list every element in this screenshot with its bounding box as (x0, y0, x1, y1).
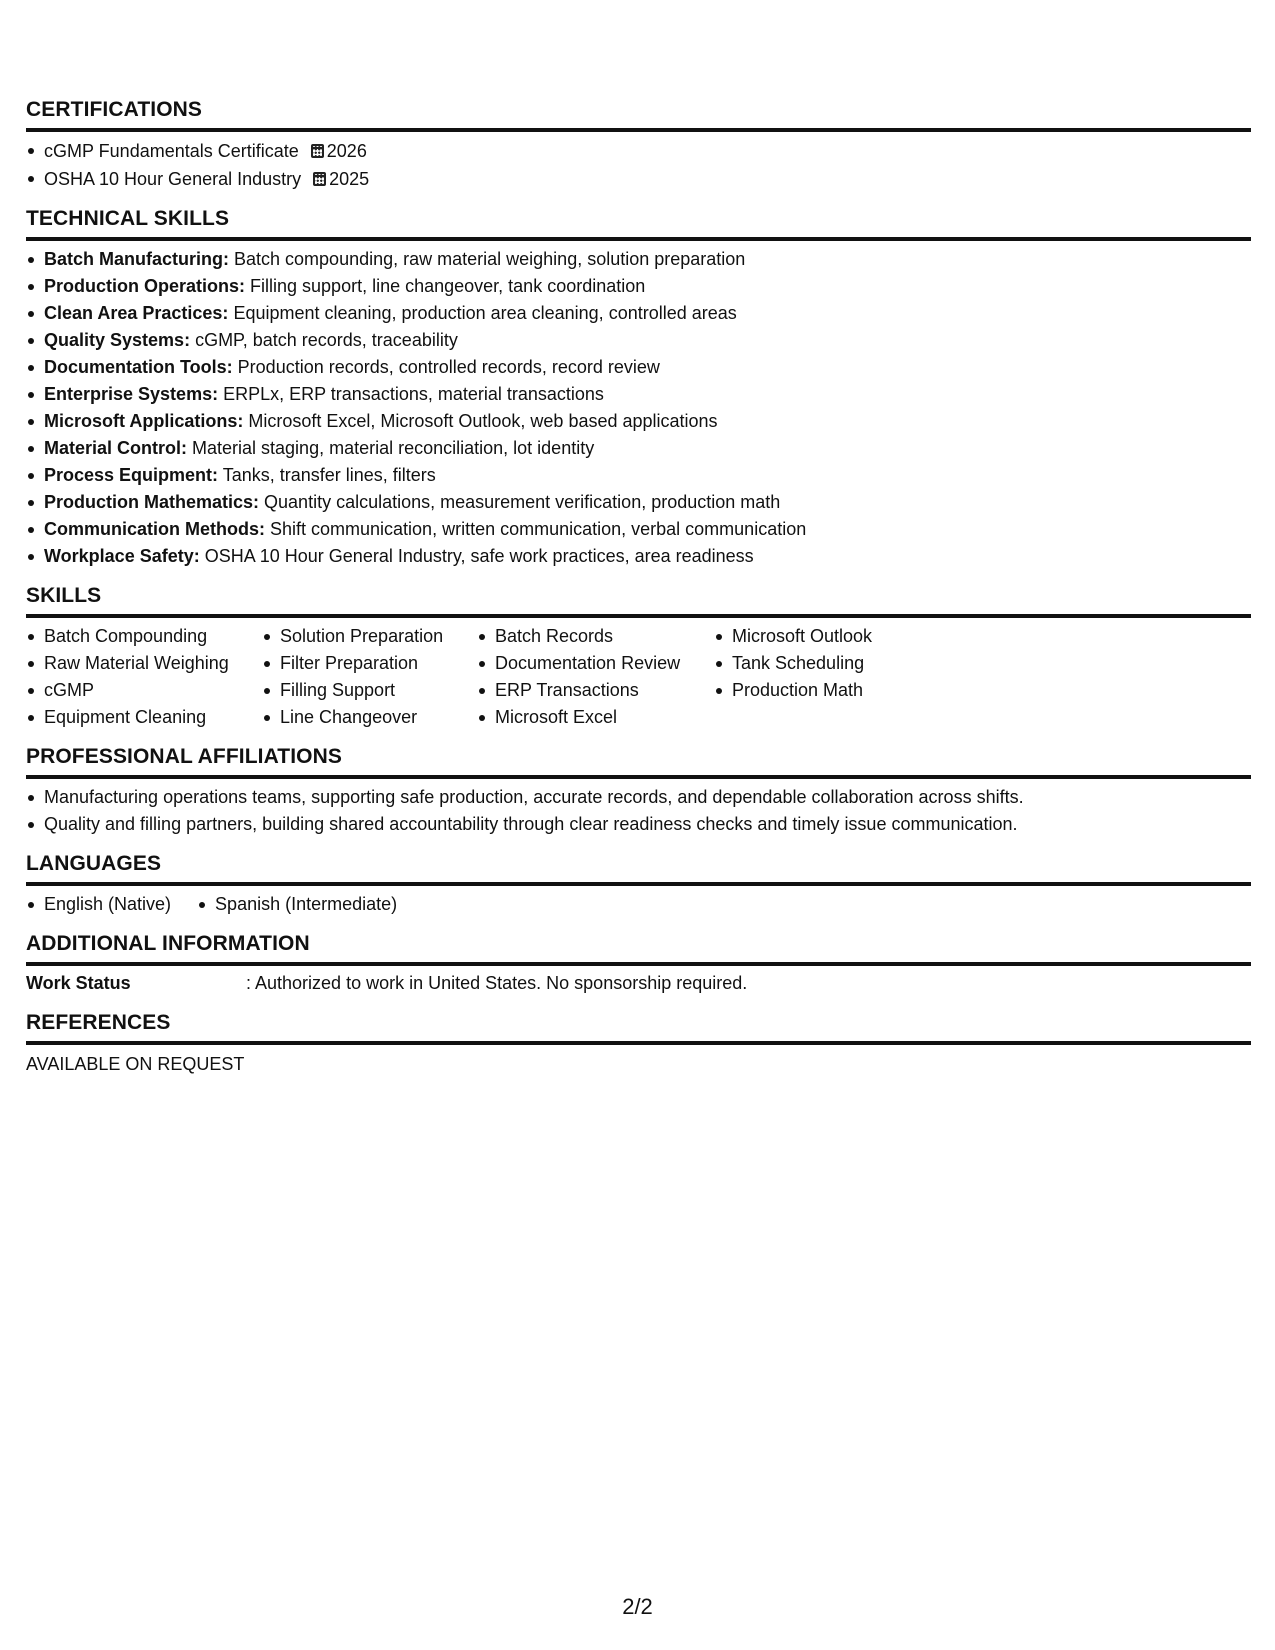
skill-item: Tank Scheduling (732, 650, 952, 677)
certification-item (44, 137, 1251, 165)
technical-skill-item (44, 462, 1251, 489)
technical-skill-label: Communication Methods: (44, 519, 265, 539)
technical-skill-item (44, 354, 1251, 381)
work-status-label: Work Status (26, 973, 131, 993)
technical-skill-label: Microsoft Applications: (44, 411, 244, 431)
skill-item: Batch Compounding (44, 623, 280, 650)
affiliation-item: Quality and filling partners, building shared accountability through clear readiness checks and timely issue communication. (44, 811, 1251, 838)
skill-item: Raw Material Weighing (44, 650, 280, 677)
certification-year: 2025 (329, 169, 370, 189)
technical-skill-text: Filling support, line changeover, tank coordination (245, 276, 646, 296)
skill-item: cGMP (44, 677, 280, 704)
skills-column (280, 623, 495, 731)
technical-skill-text: Production records, controlled records, record review (232, 357, 660, 377)
work-status-value: : Authorized to work in United States. No sponsorship required. (246, 973, 748, 993)
skills-grid (26, 623, 1251, 731)
technical-skill-label: Production Mathematics: (44, 492, 260, 512)
technical-skill-text: Equipment cleaning, production area cleaning, controlled areas (228, 303, 737, 323)
language-item: Spanish (Intermediate) (215, 891, 397, 918)
certifications-list (26, 137, 1251, 193)
technical-skill-label: Workplace Safety: (44, 546, 200, 566)
additional-info-section (26, 931, 1251, 997)
calendar-icon (313, 172, 326, 186)
references-section (26, 1010, 1251, 1078)
skill-item: Production Math (732, 677, 952, 704)
technical-skill-item (44, 543, 1251, 570)
technical-skill-item (44, 300, 1251, 327)
skill-item: Line Changeover (280, 704, 495, 731)
technical-skill-text: Shift communication, written communication, verbal communication (265, 519, 807, 539)
work-status-row (26, 970, 1251, 997)
certification-item (44, 165, 1251, 193)
skills-section (26, 583, 1251, 731)
affiliation-item: Manufacturing operations teams, supporting safe production, accurate records, and dependable collaboration across shifts. (44, 784, 1251, 811)
technical-skill-label: Enterprise Systems: (44, 384, 219, 404)
section-title-certifications: CERTIFICATIONS (26, 97, 1251, 132)
affiliations-section (26, 744, 1251, 838)
technical-skill-text: ERPLx, ERP transactions, material transactions (218, 384, 604, 404)
technical-skill-label: Clean Area Practices: (44, 303, 229, 323)
languages-list (26, 891, 1251, 918)
section-title-languages: LANGUAGES (26, 851, 1251, 886)
technical-skill-label: Quality Systems: (44, 330, 191, 350)
technical-skill-text: Quantity calculations, measurement verification, production math (259, 492, 781, 512)
certification-name: OSHA 10 Hour General Industry (44, 169, 302, 189)
skill-item: Solution Preparation (280, 623, 495, 650)
technical-skill-label: Batch Manufacturing: (44, 249, 230, 269)
section-title-technical-skills: TECHNICAL SKILLS (26, 206, 1251, 241)
skill-item: Batch Records (495, 623, 732, 650)
technical-skill-text: Tanks, transfer lines, filters (218, 465, 436, 485)
skill-item: Documentation Review (495, 650, 732, 677)
skills-column (44, 623, 280, 731)
technical-skill-text: OSHA 10 Hour General Industry, safe work practices, area readiness (199, 546, 754, 566)
technical-skills-section (26, 206, 1251, 570)
affiliations-list (26, 784, 1251, 838)
skill-item: Filling Support (280, 677, 495, 704)
languages-section (26, 851, 1251, 918)
certifications-section (26, 97, 1251, 193)
technical-skill-item (44, 516, 1251, 543)
skill-item: ERP Transactions (495, 677, 732, 704)
technical-skill-item (44, 273, 1251, 300)
skills-column (495, 623, 732, 731)
technical-skill-item (44, 435, 1251, 462)
section-title-references: REFERENCES (26, 1010, 1251, 1045)
technical-skill-item (44, 327, 1251, 354)
certification-name: cGMP Fundamentals Certificate (44, 141, 299, 161)
technical-skill-text: Batch compounding, raw material weighing, solution preparation (229, 249, 746, 269)
technical-skill-item (44, 246, 1251, 273)
technical-skill-text: Microsoft Excel, Microsoft Outlook, web based applications (243, 411, 718, 431)
language-item: English (Native) (44, 891, 171, 918)
technical-skill-label: Documentation Tools: (44, 357, 233, 377)
page-number: 2/2 (622, 1594, 653, 1619)
calendar-icon (311, 144, 324, 158)
technical-skill-text: cGMP, batch records, traceability (190, 330, 458, 350)
technical-skills-list (26, 246, 1251, 570)
resume-page (26, 97, 1251, 1091)
technical-skill-label: Process Equipment: (44, 465, 219, 485)
skill-item: Equipment Cleaning (44, 704, 280, 731)
technical-skill-item (44, 381, 1251, 408)
technical-skill-item (44, 408, 1251, 435)
technical-skill-item (44, 489, 1251, 516)
technical-skill-text: Material staging, material reconciliation, lot identity (187, 438, 595, 458)
section-title-affiliations: PROFESSIONAL AFFILIATIONS (26, 744, 1251, 779)
skills-column (732, 623, 952, 731)
skill-item: Filter Preparation (280, 650, 495, 677)
references-text: AVAILABLE ON REQUEST (26, 1054, 245, 1074)
section-title-skills: SKILLS (26, 583, 1251, 618)
technical-skill-label: Production Operations: (44, 276, 246, 296)
skill-item: Microsoft Outlook (732, 623, 952, 650)
skill-item: Microsoft Excel (495, 704, 732, 731)
certification-year: 2026 (326, 141, 367, 161)
section-title-additional-info: ADDITIONAL INFORMATION (26, 931, 1251, 966)
technical-skill-label: Material Control: (44, 438, 188, 458)
